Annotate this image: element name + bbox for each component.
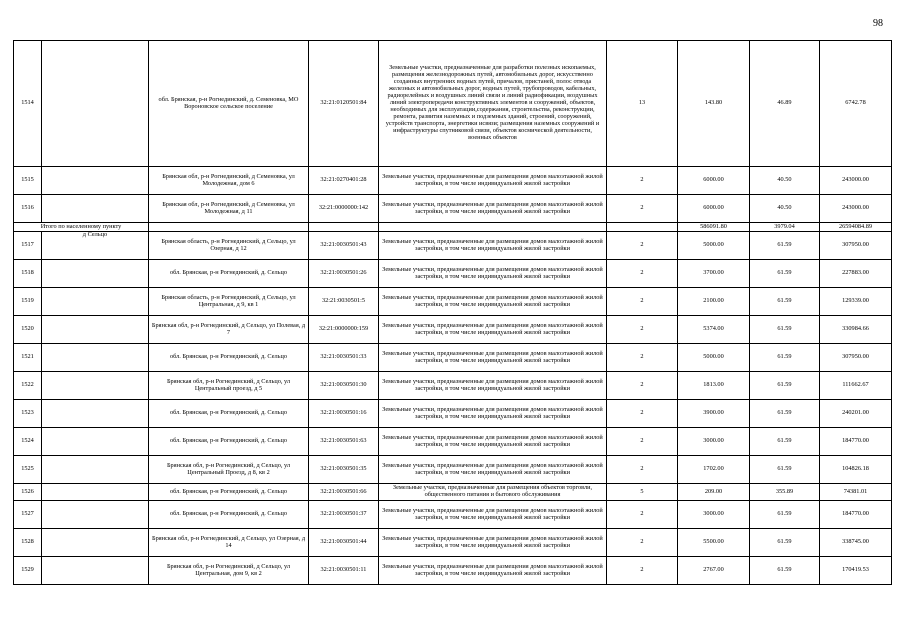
cadastral-value-cell: 129339.00 — [820, 288, 892, 316]
address-cell: обл. Брянская, р-н Рогнединский, д. Сельцо — [149, 428, 309, 456]
specific-value-cell: 61.59 — [750, 372, 820, 400]
specific-value-cell: 61.59 — [750, 456, 820, 484]
row-number: 1517 — [14, 232, 42, 260]
land-use-cell: Земельные участки, предназначенные для размещения домов малоэтажной жилой застройки, в том числе индивидуальной жилой застройки — [379, 316, 607, 344]
area-cell: 2767.00 — [678, 557, 750, 585]
use-group-code-cell: 2 — [607, 501, 678, 529]
row-number: 1529 — [14, 557, 42, 585]
settlement-cell: д Сельцо — [42, 232, 149, 260]
address-cell: Брянская обл, р-н Рогнединский, д Семеновка, ул Молодежная, дом 6 — [149, 167, 309, 195]
row-number: 1524 — [14, 428, 42, 456]
cadastral-number-cell: 32:21:0030501:43 — [309, 232, 379, 260]
total-value: 26594084.89 — [820, 223, 892, 232]
table-row — [14, 288, 892, 316]
use-group-code-cell: 2 — [607, 372, 678, 400]
specific-value-cell: 61.59 — [750, 232, 820, 260]
cadastral-number-cell: 32:21:0030501:35 — [309, 456, 379, 484]
table-row — [14, 195, 892, 223]
land-use-cell: Земельные участки, предназначенные для размещения домов малоэтажной жилой застройки, в том числе индивидуальной жилой застройки — [379, 260, 607, 288]
specific-value-cell: 61.59 — [750, 260, 820, 288]
land-use-cell: Земельные участки, предназначенные для размещения домов малоэтажной жилой застройки, в том числе индивидуальной жилой застройки — [379, 456, 607, 484]
total-rate: 3979.04 — [750, 223, 820, 232]
table-row — [14, 260, 892, 288]
land-use-cell: Земельные участки, предназначенные для размещения домов малоэтажной жилой застройки, в том числе индивидуальной жилой застройки — [379, 501, 607, 529]
cadastral-number-cell: 32:21:0030501:33 — [309, 344, 379, 372]
row-number: 1523 — [14, 400, 42, 428]
total-code — [607, 223, 678, 232]
specific-value-cell: 40.50 — [750, 195, 820, 223]
table-row — [14, 41, 892, 167]
settlement-cell — [42, 372, 149, 400]
settlement-cell — [42, 195, 149, 223]
table-row — [14, 232, 892, 260]
cadastral-value-cell: 184770.00 — [820, 501, 892, 529]
cadastral-number-cell: 32:21:0030501:11 — [309, 557, 379, 585]
settlement-cell — [42, 260, 149, 288]
land-use-cell: Земельные участки, предназначенные для размещения домов малоэтажной жилой застройки, в том числе индивидуальной жилой застройки — [379, 288, 607, 316]
row-number: 1525 — [14, 456, 42, 484]
total-use — [379, 223, 607, 232]
row-number: 1518 — [14, 260, 42, 288]
row-number: 1522 — [14, 372, 42, 400]
table-body-total — [14, 223, 892, 232]
address-cell: Брянская область, р-н Рогнединский, д Сельцо, ул Центральная, д 9, кв 1 — [149, 288, 309, 316]
land-use-cell: Земельные участки, предназначенные для размещения объектов торговли, общественного питания и бытового обслуживания — [379, 484, 607, 501]
land-use-cell: Земельные участки, предназначенные для размещения домов малоэтажной жилой застройки, в том числе индивидуальной жилой застройки — [379, 195, 607, 223]
area-cell: 143.80 — [678, 41, 750, 167]
area-cell: 5374.00 — [678, 316, 750, 344]
specific-value-cell: 61.59 — [750, 316, 820, 344]
row-number: 1527 — [14, 501, 42, 529]
cadastral-number-cell: 32:21:0030501:66 — [309, 484, 379, 501]
cadastral-value-cell: 307950.00 — [820, 232, 892, 260]
area-cell: 209.00 — [678, 484, 750, 501]
address-cell: Брянская область, р-н Рогнединский, д Сельцо, ул Озерная, д 12 — [149, 232, 309, 260]
row-number: 1528 — [14, 529, 42, 557]
table-row — [14, 484, 892, 501]
cadastral-value-cell: 227883.00 — [820, 260, 892, 288]
specific-value-cell: 61.59 — [750, 501, 820, 529]
cadastral-number-cell: 32:21:0030501:5 — [309, 288, 379, 316]
land-use-cell: Земельные участки, предназначенные для размещения домов малоэтажной жилой застройки, в том числе индивидуальной жилой застройки — [379, 428, 607, 456]
specific-value-cell: 61.59 — [750, 557, 820, 585]
use-group-code-cell: 2 — [607, 344, 678, 372]
address-cell: Брянская обл, р-н Рогнединский, д Сельцо, ул Озерная, д 14 — [149, 529, 309, 557]
use-group-code-cell: 2 — [607, 232, 678, 260]
address-cell: обл. Брянская, р-н Рогнединский, д. Сельцо — [149, 501, 309, 529]
specific-value-cell: 61.59 — [750, 344, 820, 372]
area-cell: 3000.00 — [678, 501, 750, 529]
area-cell: 2100.00 — [678, 288, 750, 316]
settlement-cell — [42, 557, 149, 585]
table-row — [14, 400, 892, 428]
address-cell: Брянская обл, р-н Рогнединский, д Семеновка, ул Молодежная, д 11 — [149, 195, 309, 223]
area-cell: 3000.00 — [678, 428, 750, 456]
land-valuation-table — [13, 40, 892, 585]
settlement-cell — [42, 288, 149, 316]
area-cell: 5000.00 — [678, 344, 750, 372]
use-group-code-cell: 2 — [607, 260, 678, 288]
use-group-code-cell: 13 — [607, 41, 678, 167]
table-body-top — [14, 41, 892, 223]
specific-value-cell: 61.59 — [750, 288, 820, 316]
cadastral-number-cell: 32:21:0030501:26 — [309, 260, 379, 288]
land-use-cell: Земельные участки, предназначенные для размещения домов малоэтажной жилой застройки, в том числе индивидуальной жилой застройки — [379, 344, 607, 372]
use-group-code-cell: 2 — [607, 529, 678, 557]
cadastral-value-cell: 338745.00 — [820, 529, 892, 557]
table-body-bottom — [14, 232, 892, 585]
area-cell: 3700.00 — [678, 260, 750, 288]
address-cell: Брянская обл, р-н Рогнединский, д Сельцо, ул Центральный Проезд, д 8, кв 2 — [149, 456, 309, 484]
settlement-cell — [42, 400, 149, 428]
land-use-cell: Земельные участки, предназначенные для размещения домов малоэтажной жилой застройки, в том числе индивидуальной жилой застройки — [379, 557, 607, 585]
use-group-code-cell: 2 — [607, 428, 678, 456]
area-cell: 6000.00 — [678, 167, 750, 195]
specific-value-cell: 61.59 — [750, 428, 820, 456]
row-number: 1515 — [14, 167, 42, 195]
use-group-code-cell: 2 — [607, 456, 678, 484]
table-row — [14, 529, 892, 557]
table-row — [14, 316, 892, 344]
total-row — [14, 223, 892, 232]
cadastral-value-cell: 6742.78 — [820, 41, 892, 167]
use-group-code-cell: 2 — [607, 557, 678, 585]
cadastral-value-cell: 240201.00 — [820, 400, 892, 428]
area-cell: 6000.00 — [678, 195, 750, 223]
settlement-cell — [42, 529, 149, 557]
settlement-cell — [42, 484, 149, 501]
cadastral-number-cell: 32:21:0030501:30 — [309, 372, 379, 400]
settlement-cell — [42, 167, 149, 195]
cadastral-number-cell: 32:21:0270401:28 — [309, 167, 379, 195]
settlement-cell — [42, 501, 149, 529]
address-cell: обл. Брянская, р-н Рогнединский, д. Семеновка, МО Вороновское сельское поселение — [149, 41, 309, 167]
address-cell: обл. Брянская, р-н Рогнединский, д. Сельцо — [149, 400, 309, 428]
use-group-code-cell: 2 — [607, 400, 678, 428]
cadastral-value-cell: 170419.53 — [820, 557, 892, 585]
settlement-cell — [42, 316, 149, 344]
total-area: 586091.80 — [678, 223, 750, 232]
table-row — [14, 456, 892, 484]
row-number: 1519 — [14, 288, 42, 316]
specific-value-cell: 61.59 — [750, 400, 820, 428]
address-cell: обл. Брянская, р-н Рогнединский, д. Сельцо — [149, 260, 309, 288]
row-number: 1516 — [14, 195, 42, 223]
use-group-code-cell: 2 — [607, 316, 678, 344]
cadastral-number-cell: 32:21:0000000:142 — [309, 195, 379, 223]
address-cell: Брянская обл, р-н Рогнединский, д Сельцо, ул Центральный проезд, д 5 — [149, 372, 309, 400]
cadastral-number-cell: 32:21:0030501:37 — [309, 501, 379, 529]
row-number: 1526 — [14, 484, 42, 501]
area-cell: 1702.00 — [678, 456, 750, 484]
cadastral-value-cell: 330984.66 — [820, 316, 892, 344]
land-use-cell: Земельные участки, предназначенные для размещения домов малоэтажной жилой застройки, в том числе индивидуальной жилой застройки — [379, 167, 607, 195]
table-row — [14, 428, 892, 456]
cadastral-value-cell: 104826.18 — [820, 456, 892, 484]
address-cell: обл. Брянская, р-н Рогнединский, д. Сельцо — [149, 484, 309, 501]
cadastral-number-cell: 32:21:0120501:84 — [309, 41, 379, 167]
row-number: 1520 — [14, 316, 42, 344]
address-cell: Брянская обл, р-н Рогнединский, д Сельцо, ул Центральная, дом 9, кв 2 — [149, 557, 309, 585]
cadastral-number-cell: 32:21:0000000:159 — [309, 316, 379, 344]
address-cell: обл. Брянская, р-н Рогнединский, д. Сельцо — [149, 344, 309, 372]
settlement-cell — [42, 456, 149, 484]
land-use-cell: Земельные участки, предназначенные для размещения домов малоэтажной жилой застройки, в том числе индивидуальной жилой застройки — [379, 232, 607, 260]
area-cell: 5000.00 — [678, 232, 750, 260]
total-address — [149, 223, 309, 232]
page-number: 98 — [873, 18, 883, 29]
table-row — [14, 167, 892, 195]
table-row — [14, 344, 892, 372]
total-cadastral — [309, 223, 379, 232]
specific-value-cell: 61.59 — [750, 529, 820, 557]
address-cell: Брянская обл, р-н Рогнединский, д Сельцо, ул Полевая, д 7 — [149, 316, 309, 344]
cadastral-number-cell: 32:21:0030501:16 — [309, 400, 379, 428]
use-group-code-cell: 5 — [607, 484, 678, 501]
use-group-code-cell: 2 — [607, 195, 678, 223]
table-row — [14, 372, 892, 400]
land-use-cell: Земельные участки, предназначенные для размещения домов малоэтажной жилой застройки, в том числе индивидуальной жилой застройки — [379, 400, 607, 428]
specific-value-cell: 40.50 — [750, 167, 820, 195]
specific-value-cell: 46.89 — [750, 41, 820, 167]
specific-value-cell: 355.89 — [750, 484, 820, 501]
land-use-cell: Земельные участки, предназначенные для размещения домов малоэтажной жилой застройки, в том числе индивидуальной жилой застройки — [379, 372, 607, 400]
land-use-cell: Земельные участки, предназначенные для разработки полезных ископаемых, размещения железнодорожных путей, автомобильных дорог, искусственно созданных внутренних водных путей, причалов, пристаней, полос отвода железных и автомобильных дорог, водных путей, трубопроводов, кабельных, радиорелейных и воздушных линий связи и линий радиофикации, воздушных линий электропередачи конструктивных элементов и сооружений, объектов, необходимых для эксплуатации,содержания, строительства, реконструкции, ремонта, развития наземных и подземных зданий, строений, сооружений, устройств транспорта, энергетики исвязи; размещения наземных сооружений и инфраструктуры спутниковой связи, объектов космической деятельности, военных объектов — [379, 41, 607, 167]
area-cell: 1813.00 — [678, 372, 750, 400]
cadastral-number-cell: 32:21:0030501:44 — [309, 529, 379, 557]
cadastral-value-cell: 307950.00 — [820, 344, 892, 372]
total-label: Итого по населенному пункту — [14, 223, 149, 232]
use-group-code-cell: 2 — [607, 288, 678, 316]
table-row — [14, 557, 892, 585]
use-group-code-cell: 2 — [607, 167, 678, 195]
cadastral-value-cell: 74381.01 — [820, 484, 892, 501]
cadastral-value-cell: 184770.00 — [820, 428, 892, 456]
settlement-cell — [42, 41, 149, 167]
cadastral-number-cell: 32:21:0030501:63 — [309, 428, 379, 456]
area-cell: 5500.00 — [678, 529, 750, 557]
row-number: 1521 — [14, 344, 42, 372]
row-number: 1514 — [14, 41, 42, 167]
land-use-cell: Земельные участки, предназначенные для размещения домов малоэтажной жилой застройки, в том числе индивидуальной жилой застройки — [379, 529, 607, 557]
settlement-cell — [42, 428, 149, 456]
cadastral-value-cell: 111662.67 — [820, 372, 892, 400]
area-cell: 3900.00 — [678, 400, 750, 428]
cadastral-value-cell: 243000.00 — [820, 195, 892, 223]
table-row — [14, 501, 892, 529]
cadastral-value-cell: 243000.00 — [820, 167, 892, 195]
settlement-cell — [42, 344, 149, 372]
